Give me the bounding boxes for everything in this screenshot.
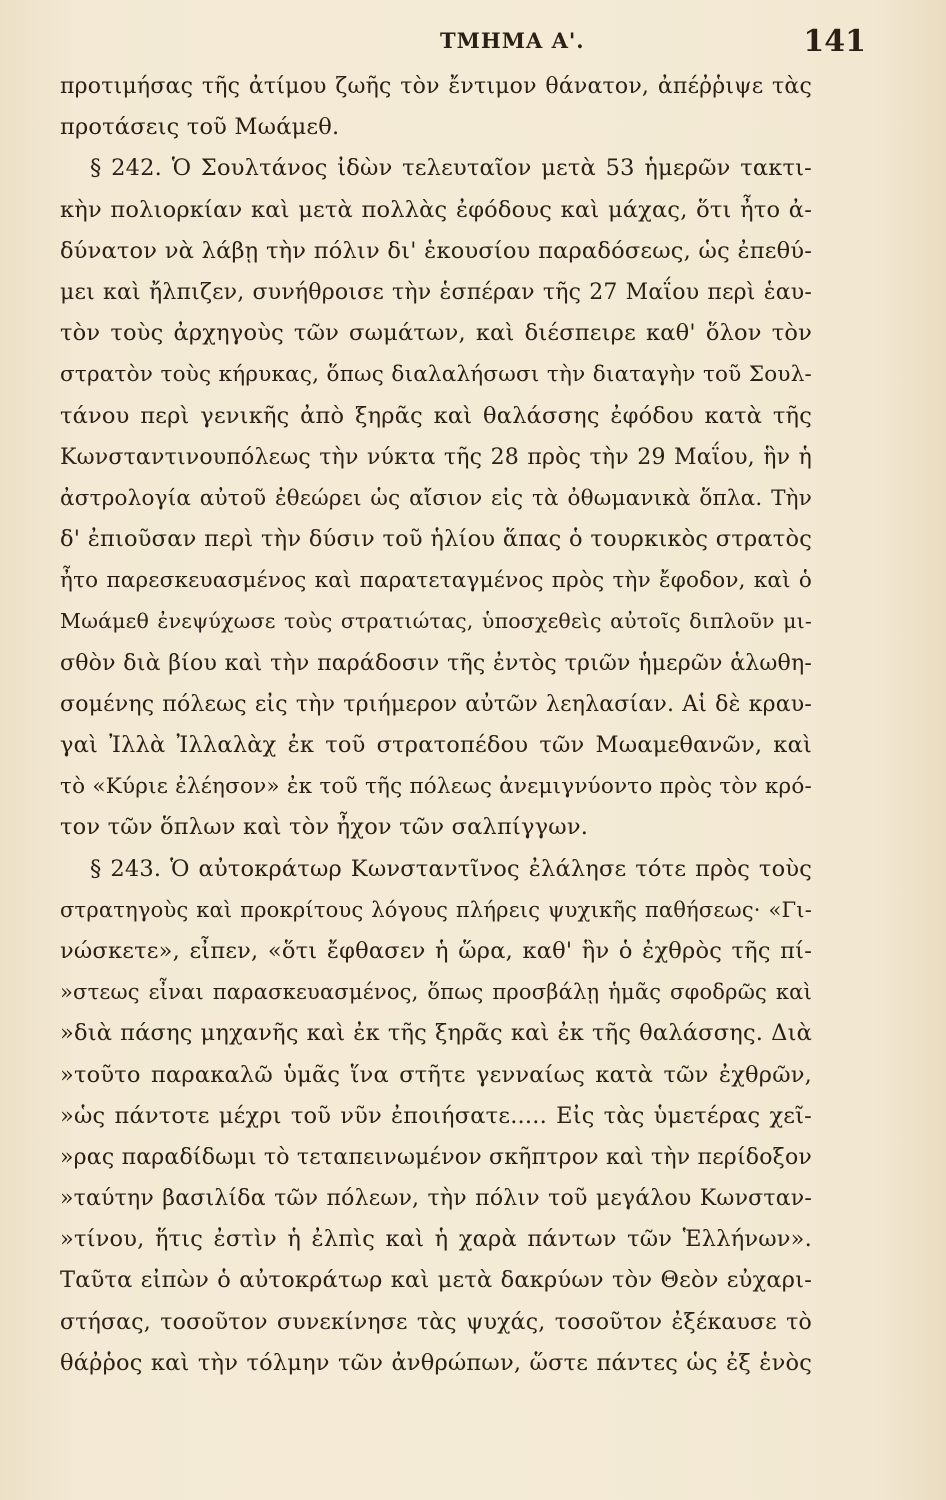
text-line: »τοῦτο παρακαλῶ ὑμᾶς ἵνα στῆτε γενναίως κατὰ τῶν ἐχθρῶν, (60, 1061, 812, 1088)
text-line: »ρας παραδίδωμι τὸ τεταπεινωμένον σκῆπτρον καὶ τὴν περίδοξον (60, 1144, 812, 1170)
text-line: »ταύτην βασιλίδα τῶν πόλεων, τὴν πόλιν τοῦ μεγάλου Κωνσταν- (60, 1186, 812, 1212)
text-line: »τίνου, ἥτις ἐστὶν ἡ ἐλπὶς καὶ ἡ χαρὰ πάντων τῶν Ἑλλήνων». (60, 1226, 812, 1253)
text-line: προτάσεις τοῦ Μωάμεθ. (60, 114, 340, 141)
text-line: Ταῦτα εἰπὼν ὁ αὐτοκράτωρ καὶ μετὰ δακρύων τὸν Θεὸν εὐχαρι- (60, 1267, 812, 1294)
text-line: θάῤῥος καὶ τὴν τόλμην τῶν ἀνθρώπων, ὥστε πάντες ὡς ἐξ ἑνὸς (60, 1349, 812, 1376)
text-line: τον τῶν ὅπλων καὶ τὸν ἦχον τῶν σαλπίγγων. (60, 814, 589, 841)
text-line: σθὸν διὰ βίου καὶ τὴν παράδοσιν τῆς ἐντὸς τριῶν ἡμερῶν ἁλωθη- (60, 650, 812, 676)
text-line: τὸ «Κύριε ἐλέησον» ἐκ τοῦ τῆς πόλεως ἀνεμιγνύοντο πρὸς τὸν κρό- (60, 774, 812, 800)
section-title: ΤΜΗΜΑ Α'. (440, 28, 585, 53)
text-line: Κωνσταντινουπόλεως τὴν νύκτα τῆς 28 πρὸς τὴν 29 Μαΐου, ἣν ἡ (60, 444, 812, 470)
text-line: στήσας, τοσοῦτον συνεκίνησε τὰς ψυχάς, τοσοῦτον ἐξέκαυσε τὸ (60, 1309, 812, 1335)
text-line: μει καὶ ἤλπιζεν, συνήθροισε τὴν ἑσπέραν τῆς 27 Μαΐου περὶ ἑαυ- (60, 279, 812, 305)
running-header (60, 22, 880, 62)
text-line: δ' ἐπιοῦσαν περὶ τὴν δύσιν τοῦ ἡλίου ἅπας ὁ τουρκικὸς στρατὸς (60, 526, 812, 553)
text-line: σομένης πόλεως εἰς τὴν τριήμερον αὐτῶν λεηλασίαν. Αἱ δὲ κραυ- (60, 691, 812, 717)
text-line: δύνατον νὰ λάβῃ τὴν πόλιν δι' ἑκουσίου παραδόσεως, ὡς ἐπεθύ- (60, 237, 812, 264)
body-text (60, 66, 812, 1384)
text-line: στρατηγοὺς καὶ προκρίτους λόγους πλήρεις ψυχικῆς παθήσεως· «Γι- (60, 897, 812, 922)
text-line: Μωάμεθ ἐνεψύχωσε τοὺς στρατιώτας, ὑποσχεθεὶς αὐτοῖς διπλοῦν μι- (60, 609, 812, 634)
text-line: προτιμήσας τῆς ἀτίμου ζωῆς τὸν ἔντιμον θάνατον, ἀπέῤῥιψε τὰς (60, 74, 812, 99)
text-line: τάνου περὶ γενικῆς ἀπὸ ξηρᾶς καὶ θαλάσσης ἐφόδου κατὰ τῆς (60, 402, 812, 429)
text-line: κὴν πολιορκίαν καὶ μετὰ πολλὰς ἐφόδους καὶ μάχας, ὅτι ἦτο ἀ- (60, 196, 812, 223)
text-line: τὸν τοὺς ἀρχηγοὺς τῶν σωμάτων, καὶ διέσπειρε καθ' ὅλον τὸν (60, 320, 812, 347)
paragraph-start-242: § 242. Ὁ Σουλτάνος ἰδὼν τελευταῖον μετὰ 53 ἡμερῶν τακτι- (90, 155, 812, 182)
text-line: ἦτο παρεσκευασμένος καὶ παρατεταγμένος πρὸς τὴν ἔφοδον, καὶ ὁ (60, 568, 812, 594)
text-line: »στεως εἶναι παρασκευασμένος, ὅπως προσβάλῃ ἡμᾶς σφοδρῶς καὶ (60, 980, 812, 1005)
paragraph-start-243: § 243. Ὁ αὐτοκράτωρ Κωνσταντῖνος ἐλάλησε τότε πρὸς τοὺς (90, 855, 812, 882)
text-line: γαὶ Ἰλλὰ Ἰλλαλὰχ ἐκ τοῦ στρατοπέδου τῶν Μωαμεθανῶν, καὶ (60, 732, 812, 758)
text-line: στρατὸν τοὺς κήρυκας, ὅπως διαλαλήσωσι τὴν διαταγὴν τοῦ Σουλ- (60, 362, 812, 388)
text-line: νώσκετε», εἶπεν, «ὅτι ἔφθασεν ἡ ὥρα, καθ' ἣν ὁ ἐχθρὸς τῆς πί- (60, 937, 812, 964)
text-line: ἀστρολογία αὐτοῦ ἐθεώρει ὡς αἴσιον εἰς τὰ ὀθωμανικὰ ὅπλα. Τὴν (60, 485, 812, 511)
text-line: »διὰ πάσης μηχανῆς καὶ ἐκ τῆς ξηρᾶς καὶ ἐκ τῆς θαλάσσης. Διὰ (60, 1020, 812, 1047)
text-line: »ὡς πάντοτε μέχρι τοῦ νῦν ἐποιήσατε..... Εἰς τὰς ὑμετέρας χεῖ- (60, 1102, 812, 1129)
page-number: 141 (803, 24, 866, 59)
